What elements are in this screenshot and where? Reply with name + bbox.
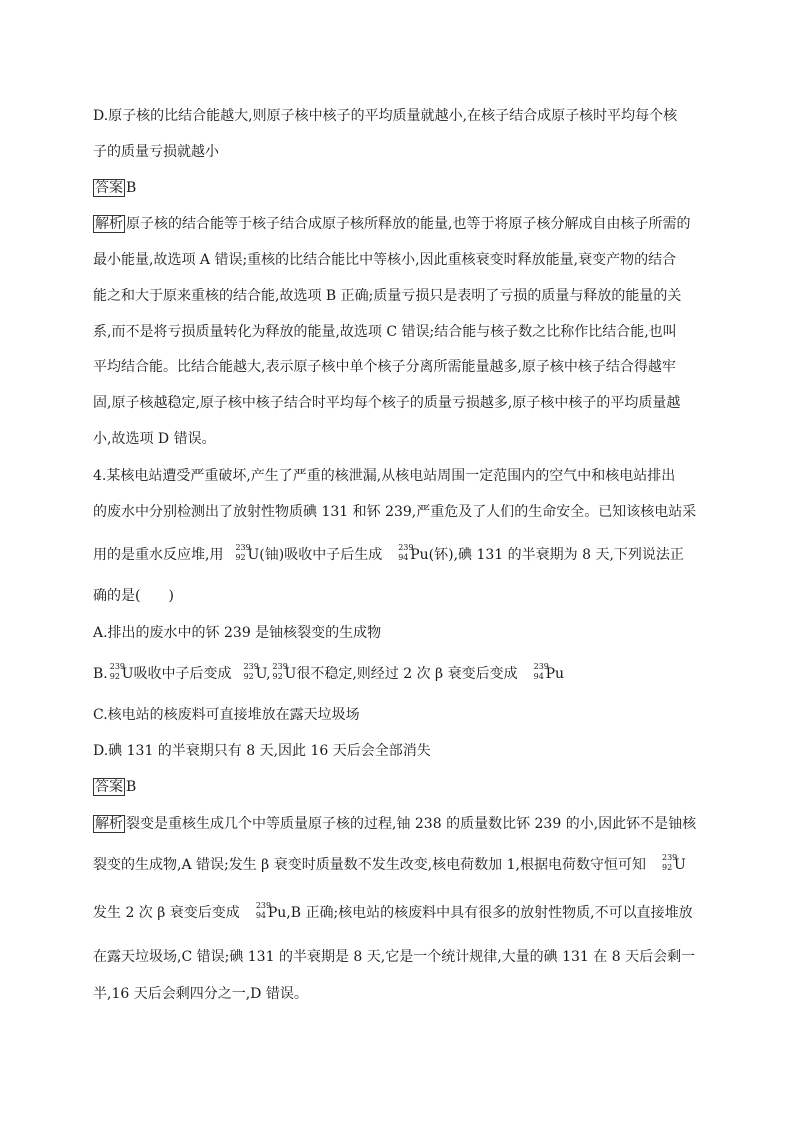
q4-option-b-mid1: 吸收中子后变成 xyxy=(133,666,232,682)
nuclide-u239-notation xyxy=(242,662,259,683)
nuclide-symbol: U xyxy=(121,666,134,682)
q3-analysis-line2: 最小能量,故选项 A 错误;重核的比结合能比中等核小,因此重核衰变时释放能量,衰变产物的结合 xyxy=(93,252,677,268)
mass-number: 239 xyxy=(398,543,414,552)
q4-answer-value: B xyxy=(126,779,137,795)
q4-answer xyxy=(93,778,136,796)
q4-stem-line3-a: 用的是重水反应堆,用 xyxy=(93,547,224,563)
nuclide-pu239-notation xyxy=(396,543,414,564)
q4-analysis-line3-a: 发生 2 次 β 衰变后变成 xyxy=(93,905,240,921)
q3-analysis-label: 解析 xyxy=(95,216,123,232)
q3-option-d-line1: D.原子核的比结合能越大,则原子核中核子的平均质量就越小,在核子结合成原子核时平均每个核 xyxy=(93,108,678,124)
q3-analysis-line4: 系,而不是将亏损质量转化为释放的能量,故选项 C 错误;结合能与核子数之比称作比结合能,也叫 xyxy=(93,324,677,340)
nuclide-pu239-notation xyxy=(254,901,272,922)
nuclide-symbol: U xyxy=(247,547,260,563)
q3-answer xyxy=(93,179,136,197)
mass-number: 239 xyxy=(109,662,126,671)
nuclide-symbol: Pu xyxy=(267,905,287,921)
atomic-number: 92 xyxy=(243,672,254,681)
nuclide-symbol: Pu xyxy=(545,666,565,682)
q4-stem-line4: 确的是( ) xyxy=(93,588,174,604)
q3-analysis-line1 xyxy=(93,215,690,233)
mass-number: 239 xyxy=(235,543,251,552)
nuclide-pu239-notation xyxy=(532,662,549,683)
atomic-number: 94 xyxy=(255,911,266,920)
q4-analysis-line2 xyxy=(93,853,686,874)
mass-number: 239 xyxy=(661,853,678,862)
q3-option-d-line2: 子的质量亏损就越小 xyxy=(93,144,219,160)
q4-option-b-mid2: 很不稳定,则经过 2 次 β 衰变后变成 xyxy=(296,666,518,682)
q4-option-b-prefix: B. xyxy=(93,666,108,682)
q4-analysis-line4: 在露天垃圾场,C 错误;碘 131 的半衰期是 8 天,它是一个统计规律,大量的碘 131 在 8 天后会剩一 xyxy=(93,949,696,965)
nuclide-u239-notation xyxy=(108,662,126,683)
nuclide-u239-notation xyxy=(660,853,678,874)
q4-option-d: D.碘 131 的半衰期只有 8 天,因此 16 天后会全部消失 xyxy=(93,743,431,759)
nuclide-u239-notation xyxy=(233,543,251,564)
q4-stem-line3 xyxy=(93,543,684,564)
atomic-number: 94 xyxy=(533,672,544,681)
q4-option-c: C.核电站的核废料可直接堆放在露天垃圾场 xyxy=(93,707,360,723)
mass-number: 239 xyxy=(255,901,272,910)
q4-option-a: A.排出的废水中的钚 239 是铀核裂变的生成物 xyxy=(93,625,382,641)
q3-analysis-line7: 小,故选项 D 错误。 xyxy=(93,431,216,447)
q4-option-b xyxy=(93,662,565,683)
q4-analysis-line3 xyxy=(93,901,693,922)
mass-number: 239 xyxy=(272,662,288,671)
q4-analysis-text: 裂变是重核生成几个中等质量原子核的过程,铀 238 的质量数比钚 239 的小,因此钚不是铀核 xyxy=(126,816,697,832)
q3-analysis-line3: 能之和大于原来重核的结合能,故选项 B 正确;质量亏损只是表明了亏损的质量与释放的能量的关 xyxy=(93,288,682,304)
q4-stem-line3-c: (钚),碘 131 的半衰期为 8 天,下列说法正 xyxy=(428,547,684,563)
q4-stem-line3-b: (铀)吸收中子后生成 xyxy=(259,547,383,563)
nuclide-u239-notation xyxy=(271,662,288,683)
q4-option-b-sep: , xyxy=(266,666,271,682)
q4-stem-line1: 4.某核电站遭受严重破坏,产生了严重的核泄漏,从核电站周围一定范围内的空气中和核电站排出 xyxy=(93,468,676,484)
nuclide-symbol: U xyxy=(284,666,297,682)
q4-analysis-label: 解析 xyxy=(95,816,123,832)
q3-answer-value: B xyxy=(126,180,137,196)
q3-analysis-line6: 固,原子核越稳定,原子核中核子结合时平均每个核子的质量亏损越多,原子核中核子的平均质量越 xyxy=(93,395,681,411)
q4-analysis-line3-b: ,B 正确;核电站的核废料中具有很多的放射性物质,不可以直接堆放 xyxy=(286,905,693,921)
atomic-number: 92 xyxy=(661,863,673,872)
nuclide-symbol: U xyxy=(673,857,686,873)
atomic-number: 92 xyxy=(272,672,283,681)
nuclide-symbol: U xyxy=(255,666,267,682)
q4-analysis-line1 xyxy=(93,815,696,833)
atomic-number: 92 xyxy=(235,553,246,562)
q4-analysis-line5: 半,16 天后会剩四分之一,D 错误。 xyxy=(93,986,308,1002)
q3-analysis-text: 原子核的结合能等于核子结合成原子核所释放的能量,也等于将原子核分解成自由核子所需的 xyxy=(126,216,691,232)
q4-answer-label: 答案 xyxy=(95,779,123,795)
atomic-number: 92 xyxy=(109,672,120,681)
mass-number: 239 xyxy=(533,662,549,671)
atomic-number: 94 xyxy=(398,553,409,562)
mass-number: 239 xyxy=(243,662,259,671)
nuclide-symbol: Pu xyxy=(410,547,429,563)
q3-answer-label: 答案 xyxy=(95,180,123,196)
q4-stem-line2: 的废水中分别检测出了放射性物质碘 131 和钚 239,严重危及了人们的生命安全。已知该核电站采 xyxy=(93,504,697,520)
q4-analysis-line2-text: 裂变的生成物,A 错误;发生 β 衰变时质量数不发生改变,核电荷数加 1,根据电荷数守恒可知 xyxy=(93,857,646,873)
q3-analysis-line5: 平均结合能。比结合能越大,表示原子核中单个核子分离所需能量越多,原子核中核子结合得越牢 xyxy=(93,359,676,375)
